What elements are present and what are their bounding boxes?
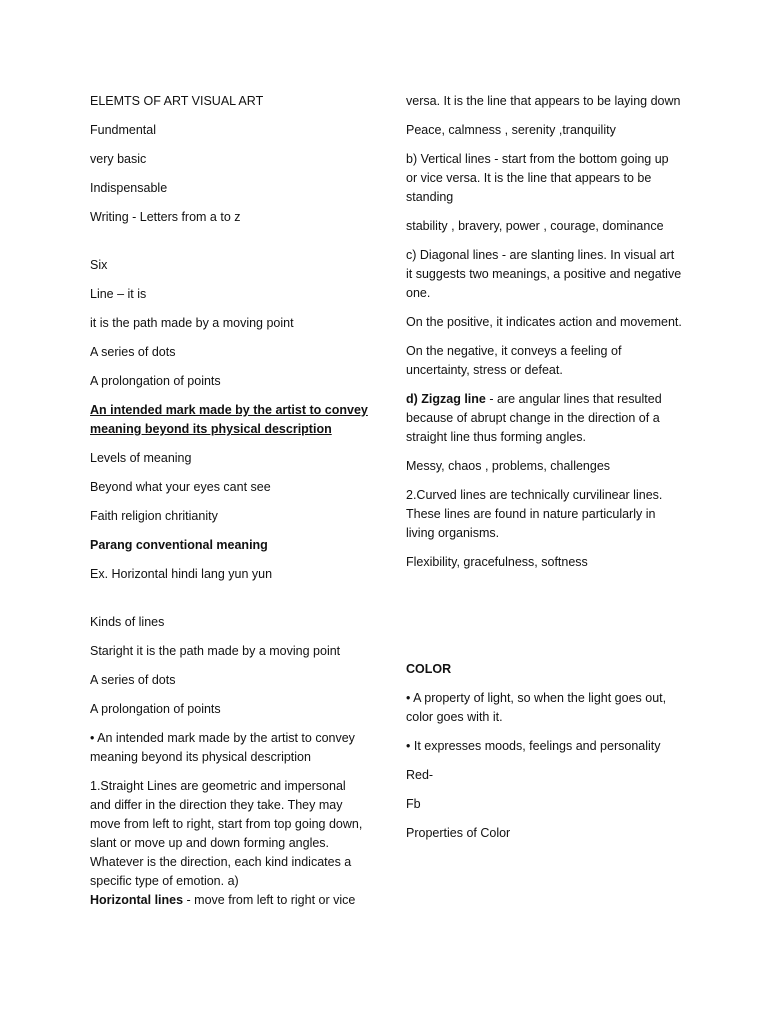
text-line: b) Vertical lines - start from the bottom going up or vice versa. It is the line that appears to be standing <box>406 152 669 204</box>
emphasized-definition: An intended mark made by the artist to convey meaning beyond its physical description <box>90 403 368 436</box>
text-line: Staright it is the path made by a moving point <box>90 644 341 658</box>
text-line: Six <box>90 258 108 272</box>
text-line: A series of dots <box>90 345 176 359</box>
text-line: Beyond what your eyes cant see <box>90 480 271 494</box>
text-line: Ex. Horizontal hindi lang yun yun <box>90 567 273 581</box>
term-zigzag-line: d) Zigzag line <box>406 392 486 406</box>
paragraph-text: - move from left to right or vice <box>183 893 356 907</box>
text-line: Fundmental <box>90 123 157 137</box>
text-line: Line – it is <box>90 287 147 301</box>
text-line: A prolongation of points <box>90 374 221 388</box>
text-line: 2.Curved lines are technically curvilinear lines. These lines are found in nature particularly in living organisms. <box>406 488 663 540</box>
text-line: On the negative, it conveys a feeling of uncertainty, stress or defeat. <box>406 344 622 377</box>
blank-line <box>90 594 368 613</box>
bullet-item: • It expresses moods, feelings and personality <box>406 739 661 753</box>
text-line: very basic <box>90 152 147 166</box>
text-line: Red- <box>406 768 434 782</box>
section-heading-color: COLOR <box>406 662 452 676</box>
text-line: Fb <box>406 797 421 811</box>
term-horizontal-lines: Horizontal lines <box>90 893 184 907</box>
bold-line: Parang conventional meaning <box>90 538 268 552</box>
text-line: stability , bravery, power , courage, dominance <box>406 219 664 233</box>
right-column <box>406 92 682 853</box>
text-line: On the positive, it indicates action and movement. <box>406 315 682 329</box>
text-line: c) Diagonal lines - are slanting lines. In visual art it suggests two meanings, a positive and negative one. <box>406 248 682 300</box>
text-line: Messy, chaos , problems, challenges <box>406 459 611 473</box>
section-heading: Kinds of lines <box>90 615 165 629</box>
bullet-item: • A property of light, so when the light goes out, color goes with it. <box>406 691 667 724</box>
paragraph-text: - are angular lines that resulted because of abrupt change in the direction of a straight line thus forming angles. <box>406 392 662 444</box>
blank-space <box>406 582 682 660</box>
document-title: ELEMTS OF ART VISUAL ART <box>90 94 264 108</box>
text-line: Faith religion chritianity <box>90 509 218 523</box>
text-line: A prolongation of points <box>90 702 221 716</box>
text-line: Indispensable <box>90 181 168 195</box>
bullet-item: • An intended mark made by the artist to convey meaning beyond its physical description <box>90 731 355 764</box>
text-line: it is the path made by a moving point <box>90 316 294 330</box>
text-line: Levels of meaning <box>90 451 192 465</box>
paragraph-text: 1.Straight Lines are geometric and impersonal and differ in the direction they take. They may move from left to right, start from top going down, slant or move up and down forming angles. Whatever is the direction, each kind indicates a specific type of emotion. a) <box>90 779 363 888</box>
straight-lines-paragraph <box>90 777 368 910</box>
text-line: Flexibility, gracefulness, softness <box>406 555 588 569</box>
text-line: A series of dots <box>90 673 176 687</box>
left-column <box>90 92 368 920</box>
text-line: Peace, calmness , serenity ,tranquility <box>406 123 616 137</box>
text-line: versa. It is the line that appears to be laying down <box>406 94 681 108</box>
text-line: Properties of Color <box>406 826 511 840</box>
text-line: Writing - Letters from a to z <box>90 210 241 224</box>
zigzag-paragraph <box>406 390 682 447</box>
blank-line <box>90 237 368 256</box>
